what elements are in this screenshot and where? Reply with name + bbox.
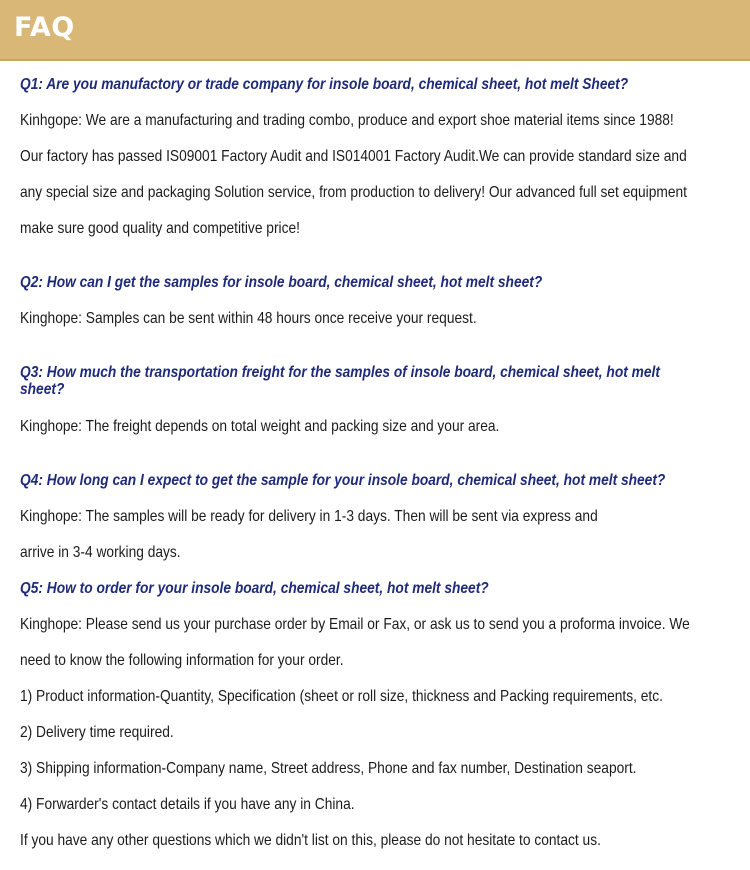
faq-answer-q5-line-2: need to know the following information for your order. [20,652,344,669]
faq-question-q1: Q1: Are you manufactory or trade company for insole board, chemical sheet, hot melt Sheet? [20,76,629,93]
faq-answer-q4-line-1: Kinghope: The samples will be ready for delivery in 1-3 days. Then will be sent via express and [20,508,598,525]
faq-question-q2: Q2: How can I get the samples for insole board, chemical sheet, hot melt sheet? [20,274,543,291]
faq-question-q4: Q4: How long can I expect to get the sample for your insole board, chemical sheet, hot melt sheet? [20,472,666,489]
faq-answer-q2-line-1: Kinghope: Samples can be sent within 48 hours once receive your request. [20,310,477,327]
faq-question-q5: Q5: How to order for your insole board, chemical sheet, hot melt sheet? [20,580,489,597]
faq-header-banner [0,0,750,59]
faq-answer-q5-line-4: 2) Delivery time required. [20,724,174,741]
faq-answer-q1-line-3: any special size and packaging Solution service, from production to delivery! Our advanced full set equipment [20,184,687,201]
faq-answer-q5-line-5: 3) Shipping information-Company name, Street address, Phone and fax number, Destination seaport. [20,760,637,777]
faq-answer-q5-line-6: 4) Forwarder's contact details if you have any in China. [20,796,355,813]
faq-answer-q1-line-4: make sure good quality and competitive price! [20,220,300,237]
faq-answer-q1-line-1: Kinhgope: We are a manufacturing and trading combo, produce and export shoe material items since 1988! [20,112,674,129]
faq-answer-q5-line-3: 1) Product information-Quantity, Specification (sheet or roll size, thickness and Packing requirements, etc. [20,688,663,705]
faq-answer-q1-line-2: Our factory has passed IS09001 Factory Audit and IS014001 Factory Audit.We can provide standard size and [20,148,687,165]
header-divider [0,59,750,61]
faq-question-q3-line-2: sheet? [20,381,65,398]
faq-answer-q4-line-2: arrive in 3-4 working days. [20,544,181,561]
faq-closing-note: If you have any other questions which we didn't list on this, please do not hesitate to contact us. [20,832,601,849]
faq-answer-q3-line-1: Kinghope: The freight depends on total weight and packing size and your area. [20,418,500,435]
faq-title: FAQ [14,12,75,43]
faq-question-q3-line-1: Q3: How much the transportation freight for the samples of insole board, chemical sheet, hot melt [20,364,660,381]
faq-answer-q5-line-1: Kinghope: Please send us your purchase order by Email or Fax, or ask us to send you a proforma invoice. We [20,616,690,633]
